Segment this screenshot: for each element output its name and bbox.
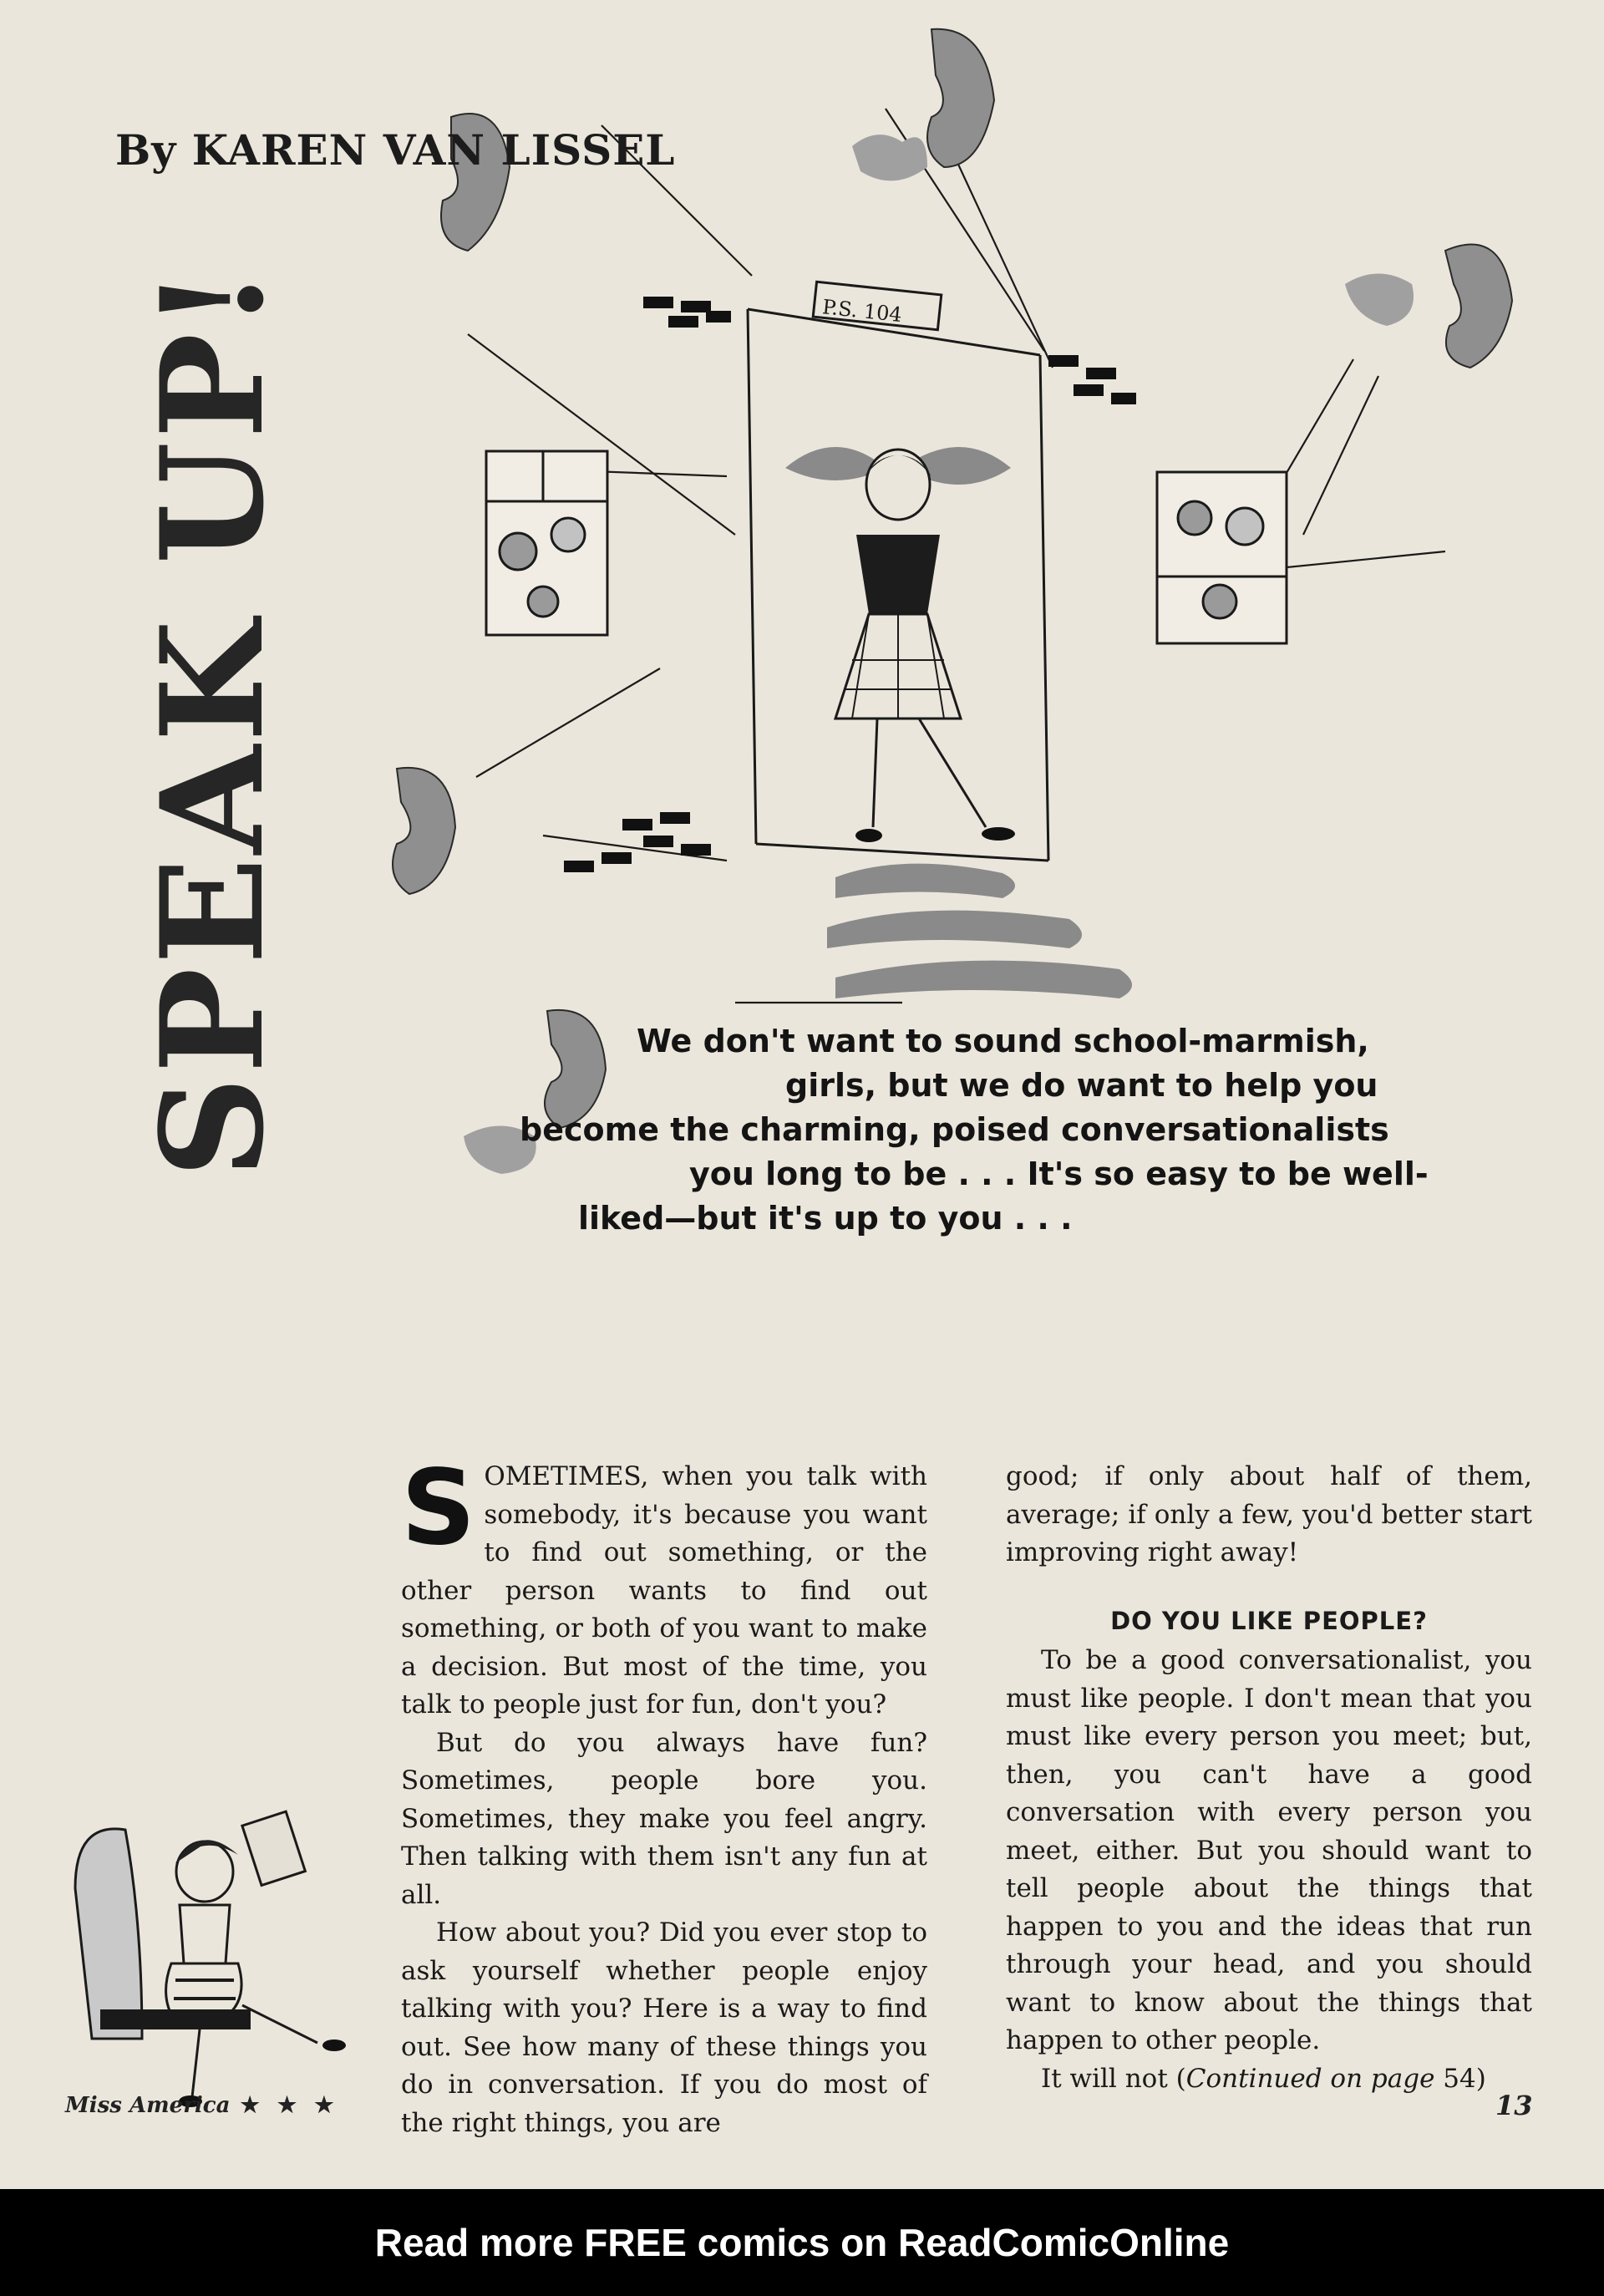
body-paragraph: But do you always have fun? Sometimes, people bore you. Sometimes, they make you feel angry. Then talking with them isn't any fun at all. bbox=[401, 1727, 927, 1910]
lip-steps bbox=[827, 864, 1132, 998]
intro-text bbox=[501, 1019, 1504, 1241]
footer-magazine: Miss America ★ ★ ★ bbox=[65, 2093, 339, 2118]
continued-line: It will not (Continued on page 54) bbox=[1041, 2063, 1486, 2094]
intro-line: girls, but we do want to help you bbox=[785, 1067, 1378, 1104]
bricks bbox=[564, 297, 1136, 872]
drop-cap: S bbox=[401, 1448, 476, 1568]
intro-line: We don't want to sound school-marmish, bbox=[637, 1023, 1369, 1059]
body-paragraph: To be a good conversationalist, you must like people. I don't mean that you must like every person you meet; but, then, you can't have a good conversation with every person you meet, either. But you should want to tell people about the things that happen to you and the ideas that run through your head, and you should want to know about the things that happen to other people. bbox=[1006, 1645, 1532, 2055]
window-right bbox=[1157, 472, 1287, 643]
promo-banner-text[interactable]: Read more FREE comics on ReadComicOnline bbox=[374, 2221, 1230, 2264]
body-paragraph: How about you? Did you ever stop to ask yourself whether people enjoy talking with you? Here is a way to find out. See how many of these things you do in conversation. If you do most of the right things, you are bbox=[401, 1918, 927, 2138]
girl-figure bbox=[785, 447, 1015, 842]
intro-line: become the charming, poised conversationalists bbox=[520, 1111, 1389, 1148]
page-number: 13 bbox=[1495, 2090, 1533, 2121]
star-icons: ★ ★ ★ bbox=[240, 2093, 339, 2118]
intro-line: you long to be . . . It's so easy to be well- bbox=[689, 1156, 1429, 1192]
section-subhead: DO YOU LIKE PEOPLE? bbox=[1110, 1606, 1428, 1635]
window-left bbox=[486, 451, 607, 635]
byline: By KAREN VAN LISSEL bbox=[115, 125, 676, 175]
continued-label: Continued on page bbox=[1185, 2063, 1435, 2094]
body-paragraph: SOMETIMES, when you talk with somebody, it's because you want to find out something, or the other person wants to find out something, or both of you want to make a decision. But most of the time, you talk to people just for fun, don't you? bbox=[401, 1448, 927, 1719]
body-column-right bbox=[1006, 1458, 1532, 2098]
promo-banner[interactable] bbox=[0, 2189, 1604, 2296]
intro-line: liked—but it's up to you . . . bbox=[578, 1200, 1073, 1237]
door-sign-text: P.S. 104 bbox=[821, 295, 904, 328]
body-column-left bbox=[401, 1448, 927, 2142]
continued-page: 54) bbox=[1443, 2063, 1486, 2094]
article-title: SPEAK UP! bbox=[129, 264, 295, 1178]
body-paragraph: good; if only about half of them, average; if only a few, you'd better start improving right away! bbox=[1006, 1461, 1532, 1567]
reading-girl-figure bbox=[75, 1811, 346, 2107]
